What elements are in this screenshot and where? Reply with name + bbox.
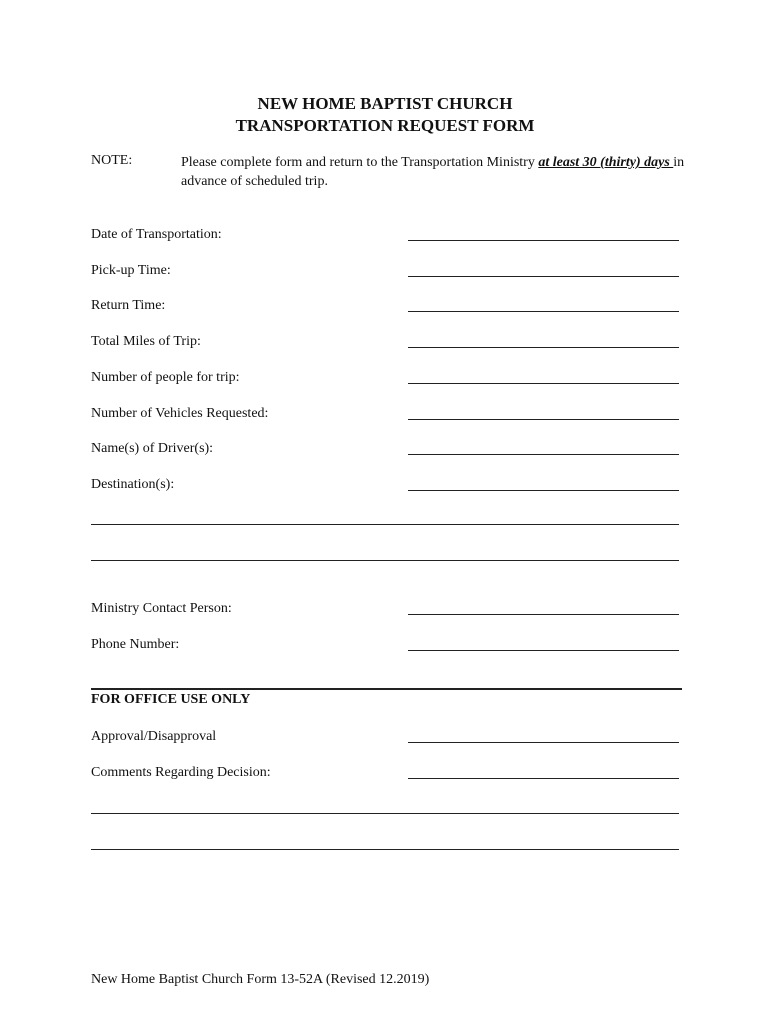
date-of-transportation-input[interactable] xyxy=(408,240,679,241)
field-label: Number of people for trip: xyxy=(91,370,240,385)
field-label: Name(s) of Driver(s): xyxy=(91,441,214,456)
field-number-of-people xyxy=(91,369,679,389)
pickup-time-input[interactable] xyxy=(408,276,679,277)
destinations-input-line-3[interactable] xyxy=(91,560,679,561)
approval-input[interactable] xyxy=(408,742,679,743)
field-label: Destination(s): xyxy=(91,477,175,492)
office-use-heading: FOR OFFICE USE ONLY xyxy=(91,692,251,707)
field-label: Date of Transportation: xyxy=(91,227,222,242)
destinations-input[interactable] xyxy=(408,490,679,491)
phone-number-input[interactable] xyxy=(408,650,679,651)
field-ministry-contact xyxy=(91,600,679,620)
comments-input-line-2[interactable] xyxy=(91,813,679,814)
field-return-time xyxy=(91,297,679,317)
field-number-of-vehicles xyxy=(91,405,679,425)
field-label: Ministry Contact Person: xyxy=(91,601,232,616)
field-comments xyxy=(91,764,679,784)
field-destinations xyxy=(91,476,679,496)
field-label: Total Miles of Trip: xyxy=(91,334,201,349)
field-label: Pick-up Time: xyxy=(91,263,171,278)
destinations-input-line-2[interactable] xyxy=(91,524,679,525)
return-time-input[interactable] xyxy=(408,311,679,312)
field-label: Phone Number: xyxy=(91,637,180,652)
field-label: Comments Regarding Decision: xyxy=(91,765,271,780)
note-emphasis: at least 30 (thirty) days xyxy=(538,155,674,170)
field-total-miles xyxy=(91,333,679,353)
note-label: NOTE: xyxy=(91,153,133,168)
number-of-vehicles-input[interactable] xyxy=(408,419,679,420)
note-text-after: in advance of scheduled trip. xyxy=(181,155,685,189)
field-label: Approval/Disapproval xyxy=(91,729,217,744)
ministry-contact-input[interactable] xyxy=(408,614,679,615)
form-title: TRANSPORTATION REQUEST FORM xyxy=(235,116,535,135)
comments-input-line-3[interactable] xyxy=(91,849,679,850)
number-of-people-input[interactable] xyxy=(408,383,679,384)
field-pickup-time xyxy=(91,262,679,282)
comments-input[interactable] xyxy=(408,778,679,779)
note-text-before: Please complete form and return to the Transportation Ministry xyxy=(181,155,539,170)
section-divider xyxy=(91,688,682,690)
field-approval xyxy=(91,728,679,748)
field-label: Return Time: xyxy=(91,298,166,313)
total-miles-input[interactable] xyxy=(408,347,679,348)
drivers-input[interactable] xyxy=(408,454,679,455)
field-label: Number of Vehicles Requested: xyxy=(91,406,269,421)
church-name-title: NEW HOME BAPTIST CHURCH xyxy=(257,94,513,113)
field-drivers xyxy=(91,440,679,460)
field-date-of-transportation xyxy=(91,226,679,246)
form-footer: New Home Baptist Church Form 13-52A (Revised 12.2019) xyxy=(91,972,430,987)
field-phone-number xyxy=(91,636,679,656)
note-text xyxy=(181,153,686,191)
